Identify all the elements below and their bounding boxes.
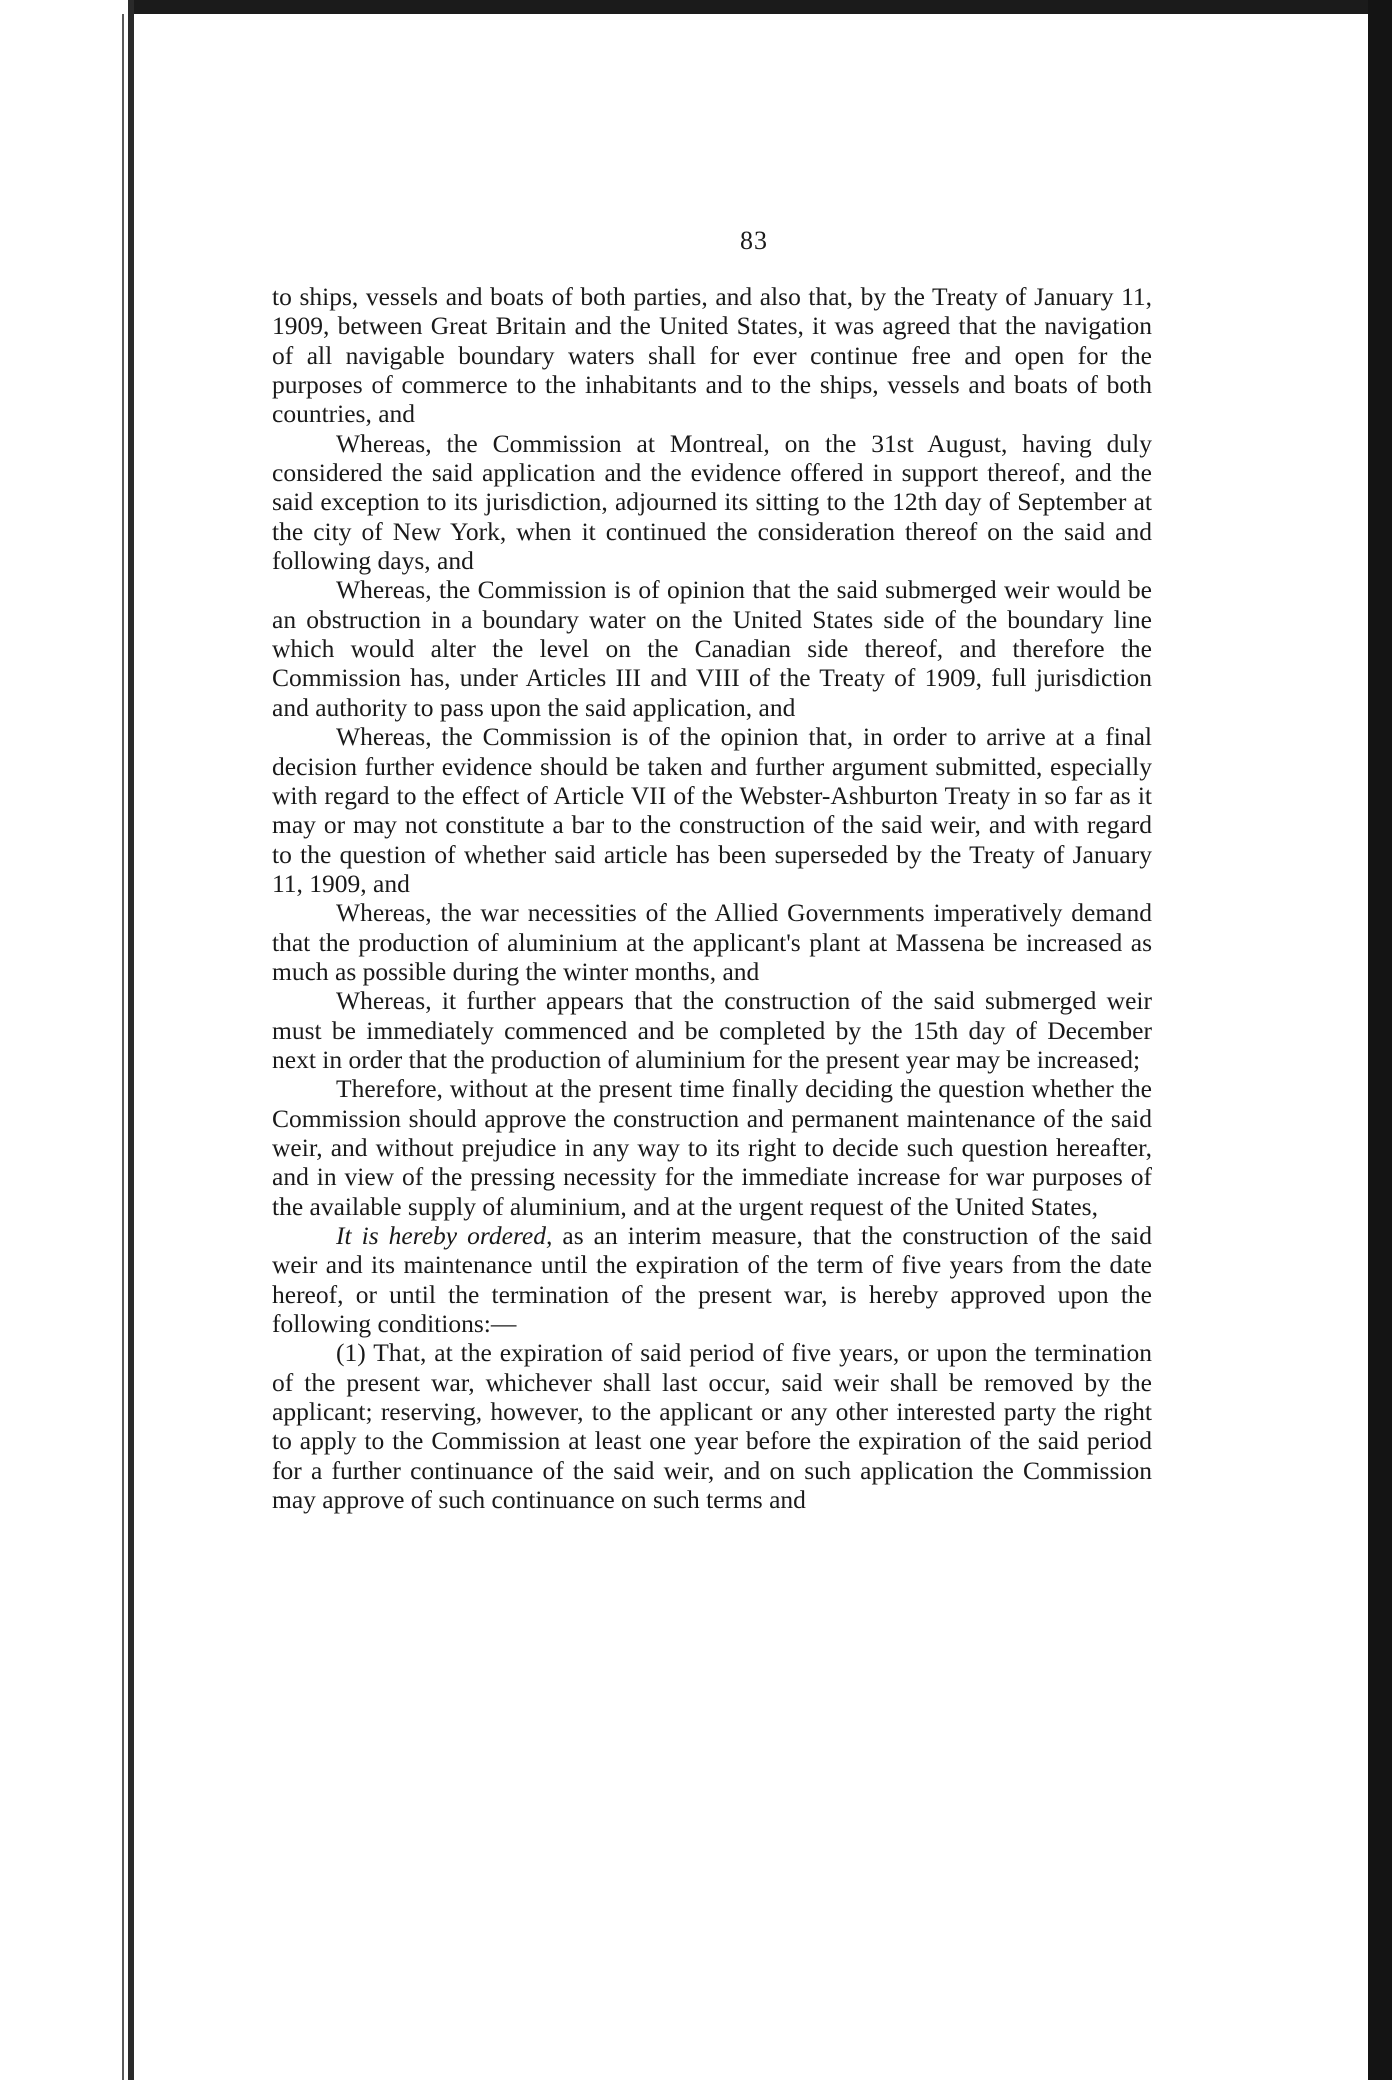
paragraph-therefore: Therefore, without at the present time finally deciding the question whether the Commission should approve the construction and permanent maintenance of the said weir, and without prejudice in any way to its right to decide such question hereafter, and in view of the pressing necessity for the immediate increase for war purposes of the available supply of aluminium, and at the urgent request of the United States, [272, 1074, 1152, 1221]
page-number: 83 [740, 226, 768, 255]
book-gutter-line [122, 14, 124, 2080]
order-italic-lead: It is hereby ordered, [336, 1221, 553, 1250]
order-text: as an interim measure, that the construction of the said weir and its maintenance until the expiration of the term of five years from the date hereof, or until the termination of the present war, is hereby approved upon the following conditions:— [272, 1221, 1152, 1339]
paragraph-whereas-montreal: Whereas, the Commission at Montreal, on the 31st August, having duly considered the said application and the evidence offered in support thereof, and the said exception to its jurisdiction, adjourned its sitting to the 12th day of September at the city of New York, when it continued the consideration thereof on the said and following days, and [272, 428, 1152, 576]
paragraph-order [272, 1221, 1152, 1338]
paragraph-whereas-construction: Whereas, it further appears that the construction of the said submerged weir must be immediately commenced and be completed by the 15th day of December next in order that the production of aluminium for the present year may be increased; [272, 986, 1152, 1074]
scan-top-border [0, 0, 1392, 14]
paragraph-whereas-war-necessities: Whereas, the war necessities of the Allied Governments imperatively demand that the production of aluminium at the applicant's plant at Massena be increased as much as possible during the winter months, and [272, 898, 1152, 986]
scan-left-margin [0, 0, 134, 2080]
scan-right-border [1368, 0, 1392, 2080]
document-page [140, 14, 1368, 2080]
paragraph-whereas-jurisdiction: Whereas, the Commission is of opinion that the said submerged weir would be an obstruction in a boundary water on the United States side of the boundary line which would alter the level on the Canadian side thereof, and therefore the Commission has, under Articles III and VIII of the Treaty of 1909, full jurisdiction and authority to pass upon the said application, and [272, 575, 1152, 722]
body-text [272, 282, 1152, 1514]
paragraph-whereas-further-evidence: Whereas, the Commission is of the opinion that, in order to arrive at a final decision further evidence should be taken and further argument submitted, especially with regard to the effect of Article VII of the Webster-Ashburton Treaty in so far as it may or may not constitute a bar to the construction of the said weir, and with regard to the question of whether said article has been superseded by the Treaty of January 11, 1909, and [272, 722, 1152, 898]
paragraph-condition-1: (1) That, at the expiration of said period of five years, or upon the termination of the present war, whichever shall last occur, said weir shall be removed by the applicant; reserving, however, to the applicant or any other interested party the right to apply to the Commission at least one year before the expiration of the said period for a further continuance of the said weir, and on such application the Commission may approve of such continuance on such terms and [272, 1338, 1152, 1515]
paragraph-continuation: to ships, vessels and boats of both parties, and also that, by the Treaty of January 11, 1909, between Great Britain and the United States, it was agreed that the navigation of all navigable boundary waters shall for ever continue free and open for the purposes of commerce to the inhabitants and to the ships, vessels and boats of both countries, and [272, 282, 1152, 429]
